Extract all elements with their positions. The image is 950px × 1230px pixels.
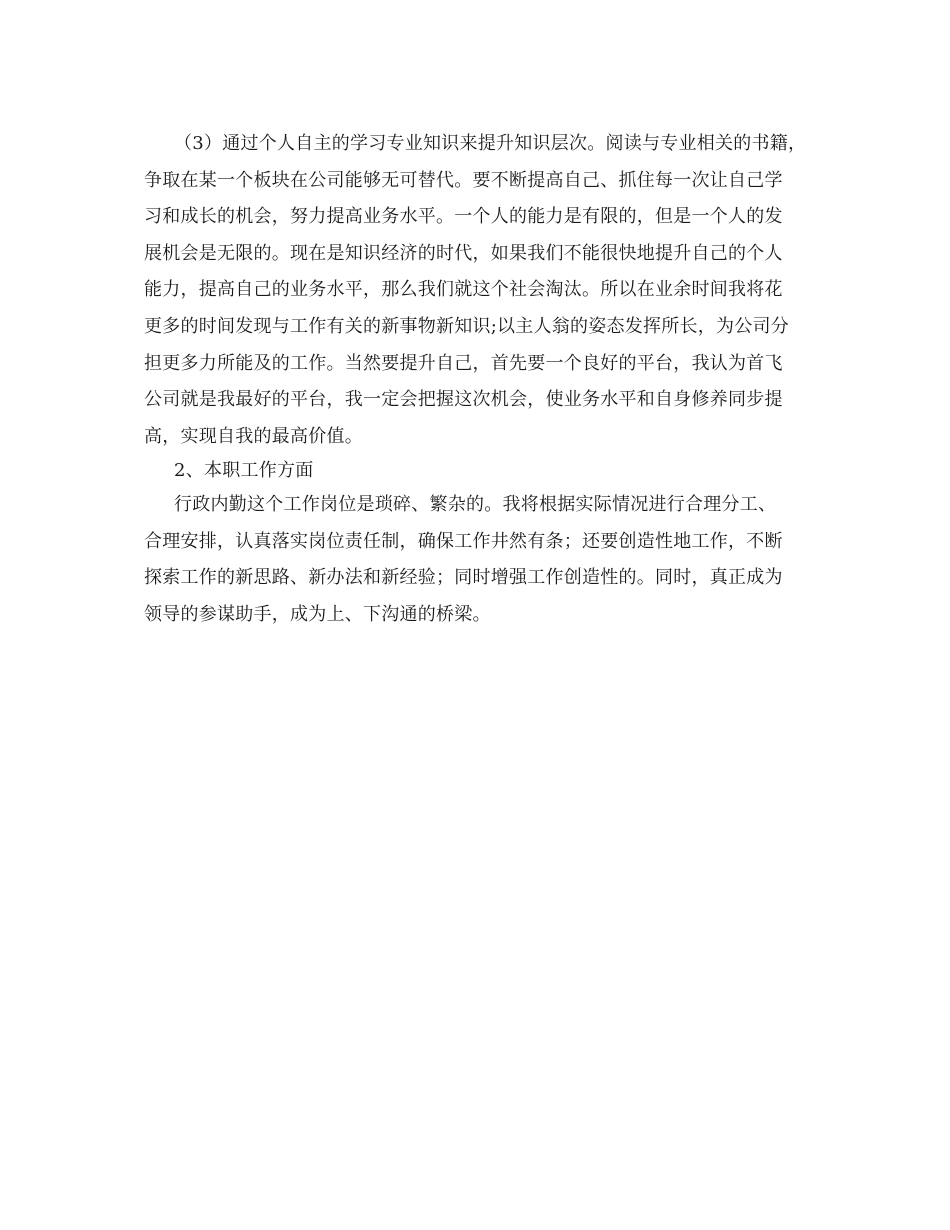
text-line: 展机会是无限的。现在是知识经济的时代，如果我们不能很快地提升自己的个人: [144, 242, 783, 264]
text-line: 公司就是我最好的平台，我一定会把握这次机会，使业务水平和自身修养同步提: [144, 389, 783, 411]
paragraph-self-study: [144, 126, 824, 455]
text-line: 担更多力所能及的工作。当然要提升自己，首先要一个良好的平台，我认为首飞: [144, 352, 783, 374]
text-line: 领导的参谋助手，成为上、下沟通的桥梁。: [144, 603, 491, 625]
text-line: 合理安排，认真落实岗位责任制，确保工作井然有条；还要创造性地工作，不断: [144, 530, 783, 552]
text-line: 习和成长的机会，努力提高业务水平。一个人的能力是有限的，但是一个人的发: [144, 206, 783, 228]
text-line: 能力，提高自己的业务水平，那么我们就这个社会淘汰。所以在业余时间我将花: [144, 279, 783, 301]
text-line: 高，实现自我的最高价值。: [144, 425, 363, 447]
text-line: 行政内勤这个工作岗位是琐碎、繁杂的。我将根据实际情况进行合理分工、: [174, 494, 777, 515]
section-heading-job: [144, 453, 824, 490]
section-heading: 2、本职工作方面: [174, 460, 314, 481]
text-line: （3）通过个人自主的学习专业知识来提升知识层次。阅读与专业相关的书籍，: [174, 133, 807, 154]
text-line: 更多的时间发现与工作有关的新事物新知识;以主人翁的姿态发挥所长，为公司分: [144, 315, 790, 337]
text-line: 争取在某一个板块在公司能够无可替代。要不断提高自己、抓住每一次让自己学: [144, 169, 783, 191]
paragraph-job-duties: [144, 487, 824, 633]
text-line: 探索工作的新思路、新办法和新经验；同时增强工作创造性的。同时，真正成为: [144, 567, 783, 589]
